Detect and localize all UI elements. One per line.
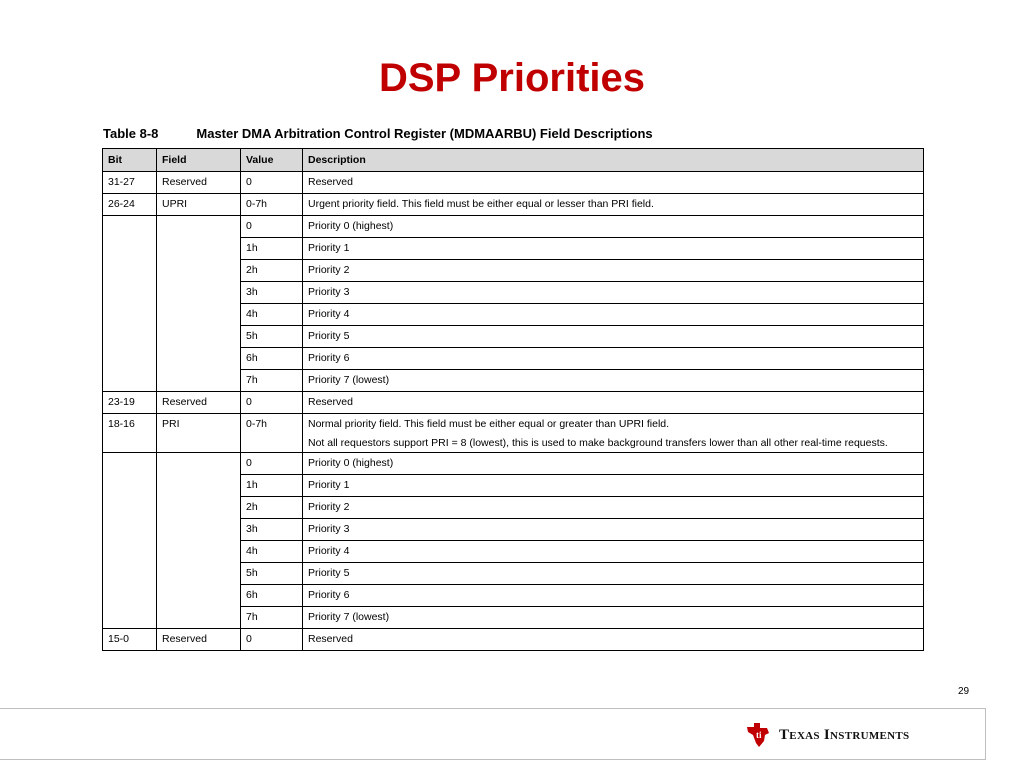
- cell-field: UPRI: [157, 194, 241, 216]
- cell-description: Priority 5: [303, 563, 924, 585]
- table-row: [103, 172, 924, 194]
- cell-bit: 18-16: [103, 414, 157, 453]
- page-number: 29: [958, 686, 970, 697]
- cell-field: Reserved: [157, 392, 241, 414]
- table-row: [103, 392, 924, 414]
- cell-description: Priority 0 (highest): [303, 453, 924, 475]
- cell-bit-empty: [103, 453, 157, 629]
- cell-value: 6h: [241, 585, 303, 607]
- table-row: [103, 414, 924, 453]
- table-caption: [103, 126, 653, 141]
- table-caption-name: Master DMA Arbitration Control Register (MDMAARBU) Field Descriptions: [196, 126, 653, 141]
- cell-bit: 23-19: [103, 392, 157, 414]
- cell-value: 2h: [241, 497, 303, 519]
- cell-bit: 15-0: [103, 629, 157, 651]
- cell-description: Priority 5: [303, 326, 924, 348]
- cell-value: 0: [241, 629, 303, 651]
- table-row: [103, 216, 924, 238]
- table-body: [103, 172, 924, 651]
- cell-description: Urgent priority field. This field must be either equal or lesser than PRI field.: [303, 194, 924, 216]
- brand-name: Texas Instruments: [779, 726, 910, 743]
- cell-value: 5h: [241, 563, 303, 585]
- table-caption-label: Table 8-8: [103, 126, 159, 141]
- table-row: [103, 194, 924, 216]
- cell-value: 0-7h: [241, 414, 303, 453]
- cell-bit: 31-27: [103, 172, 157, 194]
- cell-description: Priority 1: [303, 475, 924, 497]
- cell-description: Reserved: [303, 629, 924, 651]
- cell-description: Priority 6: [303, 348, 924, 370]
- cell-description: Priority 7 (lowest): [303, 607, 924, 629]
- svg-text:ti: ti: [756, 730, 762, 740]
- table-row: [103, 629, 924, 651]
- cell-value: 0: [241, 172, 303, 194]
- cell-value: 3h: [241, 519, 303, 541]
- cell-value: 0: [241, 216, 303, 238]
- cell-description: Priority 3: [303, 519, 924, 541]
- cell-field: Reserved: [157, 629, 241, 651]
- cell-value: 7h: [241, 607, 303, 629]
- cell-description: Reserved: [303, 172, 924, 194]
- cell-value: 0: [241, 453, 303, 475]
- cell-field: Reserved: [157, 172, 241, 194]
- slide-title: DSP Priorities: [378, 56, 646, 100]
- cell-value: 4h: [241, 541, 303, 563]
- header-bit: Bit: [103, 149, 157, 172]
- cell-value: 3h: [241, 282, 303, 304]
- ti-logo-icon: [745, 721, 771, 749]
- header-value: Value: [241, 149, 303, 172]
- cell-value: 7h: [241, 370, 303, 392]
- cell-bit-empty: [103, 216, 157, 392]
- cell-value: 1h: [241, 475, 303, 497]
- cell-description: [303, 414, 924, 453]
- cell-field-empty: [157, 216, 241, 392]
- header-description: Description: [303, 149, 924, 172]
- cell-description: Priority 3: [303, 282, 924, 304]
- cell-value: 4h: [241, 304, 303, 326]
- cell-description: Priority 4: [303, 304, 924, 326]
- cell-value: 1h: [241, 238, 303, 260]
- cell-field-empty: [157, 453, 241, 629]
- cell-value: 5h: [241, 326, 303, 348]
- brand-logo: [745, 720, 909, 750]
- register-table: [102, 148, 924, 651]
- cell-description: Priority 0 (highest): [303, 216, 924, 238]
- cell-description: Priority 6: [303, 585, 924, 607]
- cell-bit: 26-24: [103, 194, 157, 216]
- header-field: Field: [157, 149, 241, 172]
- cell-value: 2h: [241, 260, 303, 282]
- table-header-row: [103, 149, 924, 172]
- cell-description: Priority 2: [303, 497, 924, 519]
- cell-value: 6h: [241, 348, 303, 370]
- cell-field: PRI: [157, 414, 241, 453]
- table-row: [103, 453, 924, 475]
- description-paragraph: Normal priority field. This field must be either equal or greater than UPRI field.: [308, 418, 670, 430]
- cell-description: Priority 4: [303, 541, 924, 563]
- cell-description: Priority 2: [303, 260, 924, 282]
- description-paragraph: Not all requestors support PRI = 8 (lowest), this is used to make background transfers lower than all other real-time requests.: [308, 437, 888, 449]
- cell-description: Priority 7 (lowest): [303, 370, 924, 392]
- cell-description: Priority 1: [303, 238, 924, 260]
- cell-description: Reserved: [303, 392, 924, 414]
- cell-value: 0: [241, 392, 303, 414]
- cell-value: 0-7h: [241, 194, 303, 216]
